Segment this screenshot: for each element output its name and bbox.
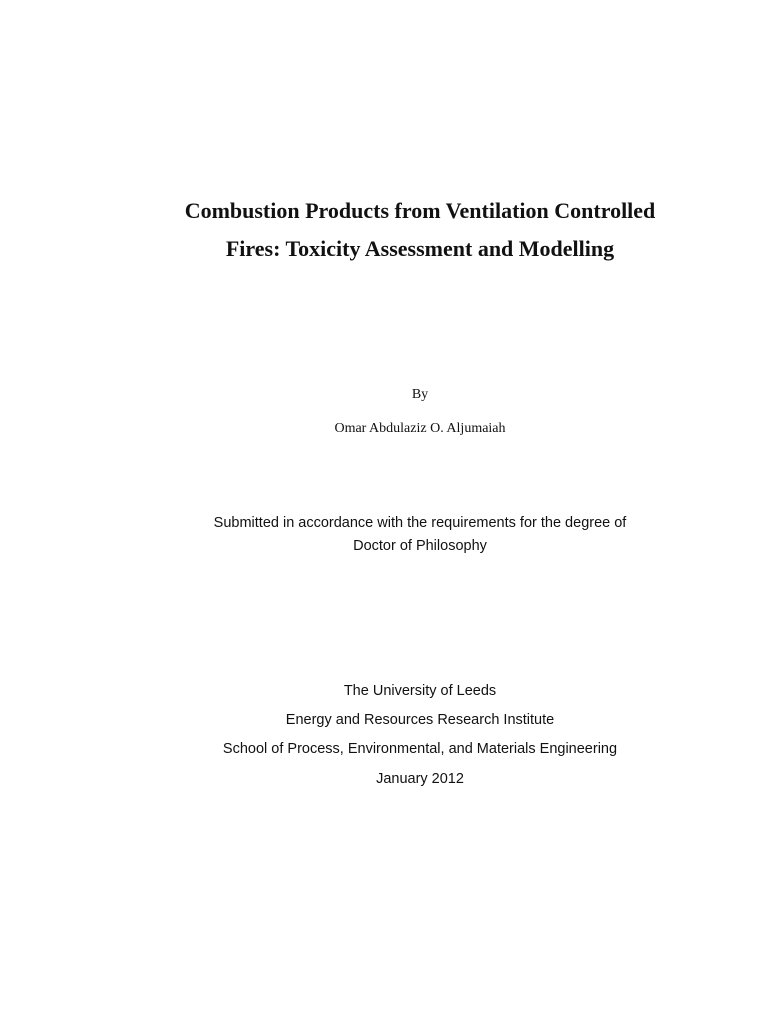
university-name: The University of Leeds <box>343 683 497 699</box>
school-name: School of Process, Environmental, and Materials Engineering <box>222 741 618 757</box>
by-label: By <box>411 387 429 402</box>
thesis-title-line-2: Fires: Toxicity Assessment and Modelling <box>225 236 615 261</box>
thesis-title-line-1: Combustion Products from Ventilation Controlled <box>184 198 656 223</box>
institute-name: Energy and Resources Research Institute <box>285 712 555 728</box>
author-name: Omar Abdulaziz O. Aljumaiah <box>334 421 506 436</box>
submission-statement: Submitted in accordance with the requirements for the degree of <box>213 515 627 531</box>
degree-name: Doctor of Philosophy <box>353 538 487 554</box>
submission-date: January 2012 <box>376 771 464 787</box>
